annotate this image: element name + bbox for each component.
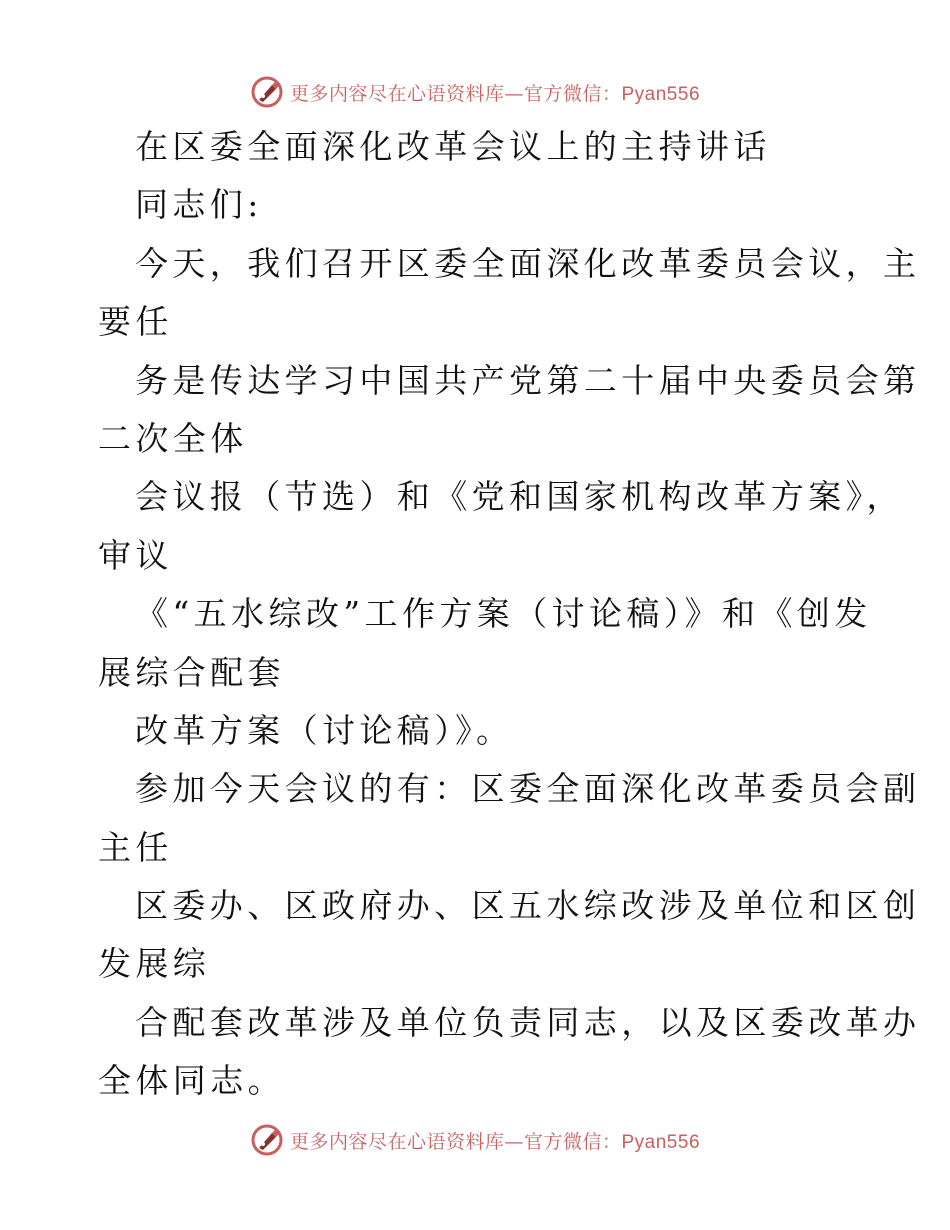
- watermark-text: 更多内容尽在心语资料库—官方微信：Pyan556: [289, 1130, 701, 1153]
- paragraph-line: 全体同志。: [98, 1061, 285, 1101]
- paragraph-line: 审议: [98, 535, 173, 575]
- pen-nib-logo-icon: [250, 1123, 284, 1157]
- paragraph-line: 今天，我们召开区委全面深化改革委员会议，主: [135, 243, 921, 283]
- paragraph-line: 主任: [98, 827, 173, 867]
- paragraph-line: 务是传达学习中国共产党第二十届中央委员会第: [135, 360, 921, 400]
- footer-watermark: [0, 1120, 950, 1160]
- watermark-contact: Pyan556: [621, 83, 701, 105]
- watermark-contact: Pyan556: [621, 1131, 701, 1153]
- pen-nib-logo-icon: [250, 75, 284, 109]
- paragraph-line: 二次全体: [98, 418, 248, 458]
- paragraph-line: 参加今天会议的有：区委全面深化改革委员会副: [135, 769, 921, 809]
- paragraph-line: 合配套改革涉及单位负责同志，以及区委改革办: [135, 1002, 921, 1042]
- paragraph-line: 区委办、区政府办、区五水综改涉及单位和区创: [135, 886, 921, 926]
- paragraph-line: 要任: [98, 302, 173, 342]
- paragraph-line: 改革方案（讨论稿）》。: [135, 710, 514, 750]
- document-title: 在区委全面深化改革会议上的主持讲话: [135, 127, 771, 166]
- paragraph-line: 发展综: [98, 944, 211, 984]
- paragraph-line: 会议报（节选）和《党和国家机构改革方案》，: [135, 477, 904, 517]
- watermark-text: 更多内容尽在心语资料库—官方微信：Pyan556: [289, 82, 701, 105]
- header-watermark: [0, 72, 950, 112]
- paragraph-line: 《“五水综改”工作方案（讨论稿）》和《创发: [135, 594, 872, 634]
- document-body: [98, 118, 921, 1111]
- salutation: 同志们:: [135, 185, 263, 225]
- paragraph-line: 展综合配套: [98, 652, 285, 692]
